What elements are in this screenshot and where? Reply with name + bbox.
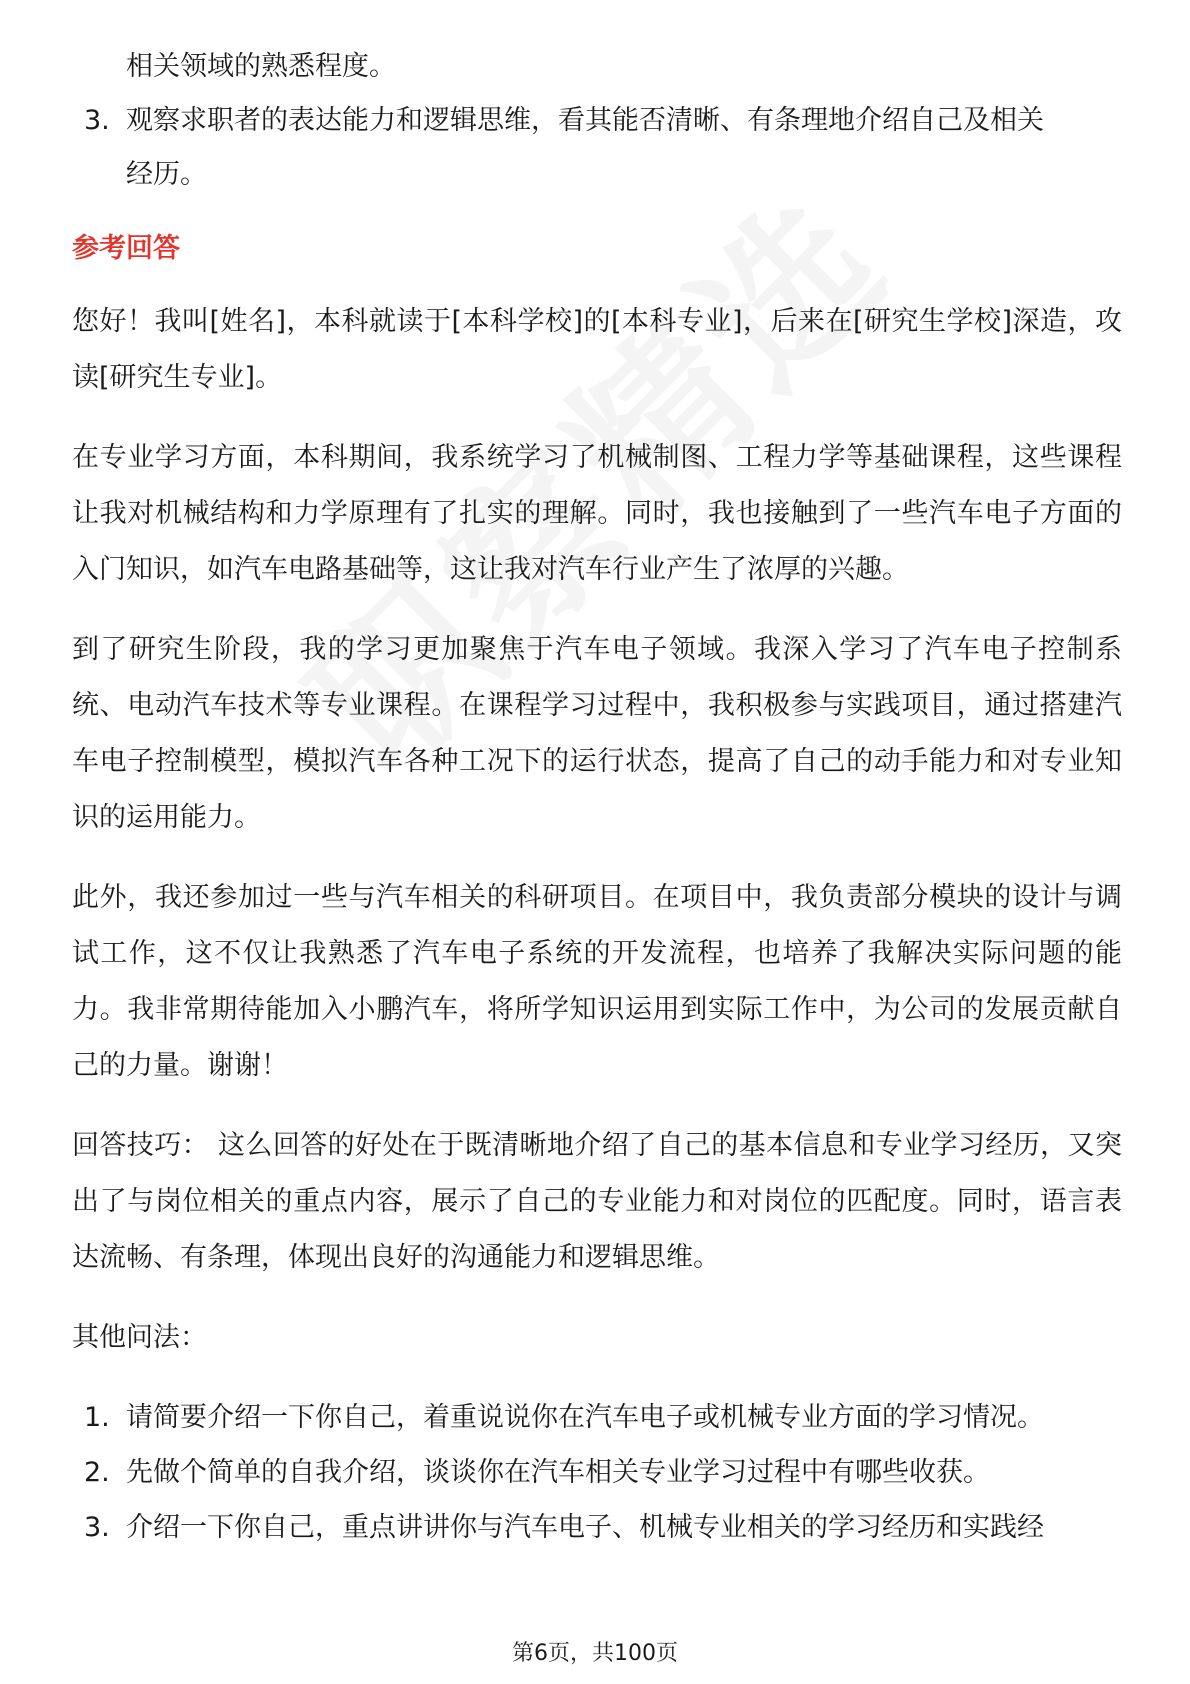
- section-heading-reference-answer: 参考回答: [72, 233, 180, 264]
- answer-paragraph: 到了研究生阶段，我的学习更加聚焦于汽车电子领域。我深入学习了汽车电子控制系统、电动汽车技术等专业课程。在课程学习过程中，我积极参与实践项目，通过搭建汽车电子控制模型，模拟汽车各种工况下的运行状态，提高了自己的动手能力和对专业知识的运用能力。: [72, 634, 1122, 833]
- list-item: [72, 1500, 1122, 1555]
- list-item-text-line2: 经历。: [126, 159, 207, 190]
- list-item-text-line1: 观察求职者的表达能力和逻辑思维，看其能否清晰、有条理地介绍自己及相关: [126, 105, 1044, 136]
- list-item-number: 2.: [84, 1457, 110, 1488]
- list-item: [72, 1445, 1122, 1500]
- list-item-text: 介绍一下你自己，重点讲讲你与汽车电子、机械专业相关的学习经历和实践经: [126, 1512, 1044, 1543]
- answer-paragraph: 此外，我还参加过一些与汽车相关的科研项目。在项目中，我负责部分模块的设计与调试工作，这不仅让我熟悉了汽车电子系统的开发流程，也培养了我解决实际问题的能力。我非常期待能加入小鹏汽车，将所学知识运用到实际工作中，为公司的发展贡献自己的力量。谢谢！: [72, 882, 1122, 1081]
- list-item-number: 1.: [84, 1402, 110, 1433]
- page-number-footer: 第6页，共100页: [512, 1641, 678, 1666]
- other-questions-label: 其他问法：: [72, 1322, 207, 1353]
- answer-paragraph: 您好！我叫[姓名]，本科就读于[本科学校]的[本科专业]，后来在[研究生学校]深造，攻读[研究生专业]。: [72, 306, 1122, 393]
- answer-paragraph: 在专业学习方面，本科期间，我系统学习了机械制图、工程力学等基础课程，这些课程让我对机械结构和力学原理有了扎实的理解。同时，我也接触到了一些汽车电子方面的入门知识，如汽车电路基础等，这让我对汽车行业产生了浓厚的兴趣。: [72, 442, 1122, 585]
- list-item: [72, 94, 1122, 202]
- list-item-number: 3.: [84, 1512, 110, 1543]
- list-item-continuation: 相关领域的熟悉程度。: [126, 51, 396, 82]
- page-content: [72, 40, 1122, 1555]
- list-item-text: 请简要介绍一下你自己，着重说说你在汽车电子或机械专业方面的学习情况。: [126, 1402, 1044, 1433]
- list-item-text: 先做个简单的自我介绍，谈谈你在汽车相关专业学习过程中有哪些收获。: [126, 1457, 990, 1488]
- other-questions-list: [72, 1390, 1122, 1555]
- answer-tips-paragraph: 回答技巧： 这么回答的好处在于既清晰地介绍了自己的基本信息和专业学习经历，又突出了与岗位相关的重点内容，展示了自己的专业能力和对岗位的匹配度。同时，语言表达流畅、有条理，体现出良好的沟通能力和逻辑思维。: [72, 1130, 1122, 1273]
- list-item: [72, 1390, 1122, 1445]
- list-item-number: 3.: [84, 105, 110, 136]
